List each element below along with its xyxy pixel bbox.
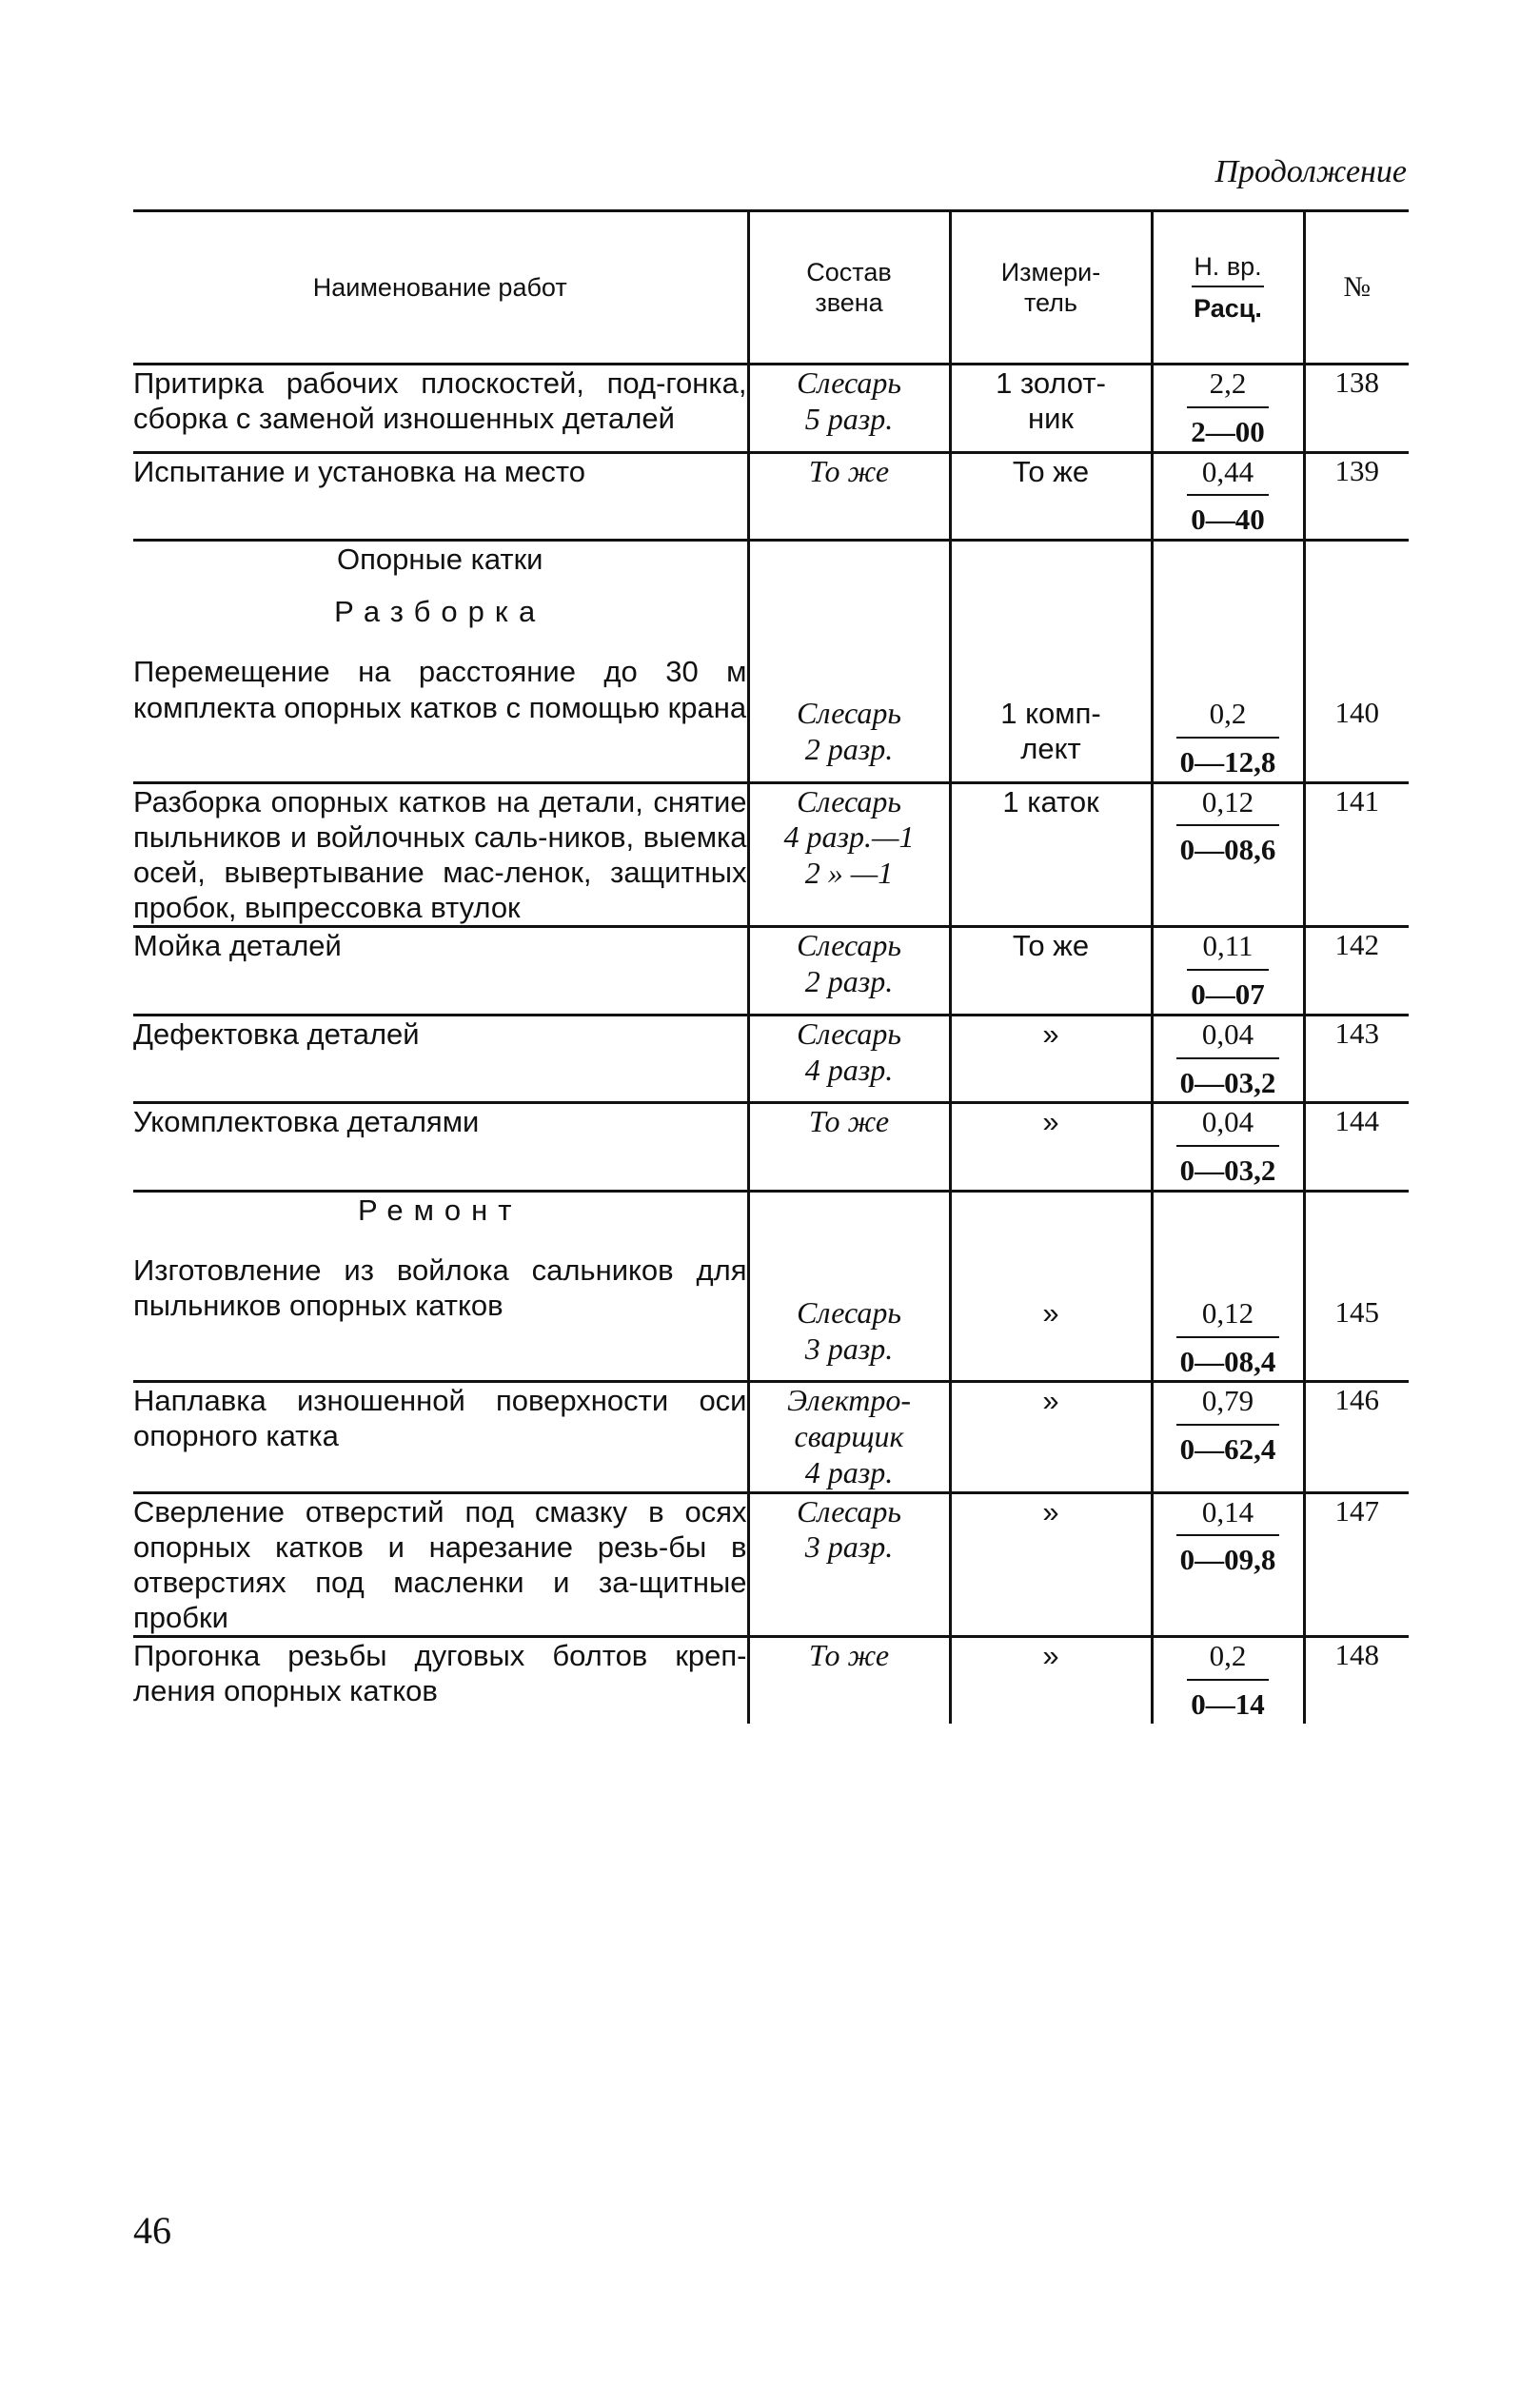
crew-cell [748,1637,950,1724]
crew-cell [748,1191,950,1382]
norm-fraction [1176,1383,1280,1469]
norm-cell [1152,365,1304,453]
header-norm [1152,211,1304,365]
unit-cell [950,1015,1152,1103]
crew-line: 2 разр. [804,731,894,766]
crew-line: Электро- [787,1383,911,1418]
work-name-cell [133,1103,748,1192]
work-name: Сверление отверстий под смазку в осях опорных катков и нарезание резь-бы в отверстиях под масленки и за-щитные пробки [133,1494,747,1635]
continuation-label: Продолжение [1214,154,1407,189]
row-number: 144 [1304,1103,1409,1192]
norm-cell [1152,1637,1304,1724]
table-row [133,365,1409,453]
norm-time: 2,2 [1187,365,1269,408]
work-name-cell [133,927,748,1016]
subsection-heading: Ремонт [358,1193,523,1227]
unit-cell [950,1492,1152,1637]
row-number: 142 [1304,927,1409,1016]
norm-fraction [1187,454,1269,540]
rate: 0—03,2 [1179,1154,1276,1187]
crew-cell [748,1492,950,1637]
unit-line: » [1042,1639,1059,1673]
rate: 0—62,4 [1179,1432,1276,1466]
norm-cell [1152,1382,1304,1492]
crew-line: Слесарь [797,696,901,730]
unit-line: 1 золот- [996,366,1106,400]
norm-cell [1152,541,1304,783]
work-name-cell [133,1191,748,1382]
table-row [133,1492,1409,1637]
crew-line: Слесарь [797,783,901,818]
crew-line: 3 разр. [804,1529,894,1565]
table-row [133,1637,1409,1724]
header-norm-fraction [1192,251,1263,325]
work-name: Испытание и установка на место [133,454,585,488]
unit-cell [950,782,1152,927]
crew-line: То же [808,453,890,488]
rate: 2—00 [1191,414,1265,448]
norm-cell [1152,452,1304,541]
crew-cell [748,1015,950,1103]
unit-cell [950,1637,1152,1724]
table-row [133,541,1409,783]
crew-line: 2 разр. [804,964,894,998]
crew-line: То же [808,1638,890,1673]
work-name-cell [133,782,748,927]
rate: 0—08,4 [1179,1344,1276,1378]
crew-line: Слесарь [797,928,901,963]
norm-cell [1152,1191,1304,1382]
unit-line: » [1042,1295,1059,1330]
table-body [133,365,1409,1724]
work-name-cell [133,1015,748,1103]
norm-time: 0,04 [1176,1016,1280,1059]
crew-line: 4 разр. [804,1454,894,1489]
rate: 0—03,2 [1179,1065,1276,1099]
unit-line: лект [1020,732,1081,766]
table-row [133,452,1409,541]
unit-cell [950,365,1152,453]
crew-line: сварщик [794,1419,904,1453]
crew-line: То же [808,1104,890,1139]
section-heading: Опорные катки [336,542,543,576]
table-row [133,1103,1409,1192]
crew-cell [748,452,950,541]
rate: 0—09,8 [1179,1543,1276,1577]
work-name: Прогонка резьбы дуговых болтов креп-ления опорных катков [133,1639,747,1708]
crew-cell [748,1382,950,1492]
row-number: 148 [1304,1637,1409,1724]
unit-line: 1 каток [1002,784,1099,818]
work-name: Разборка опорных катков на детали, снятие пыльников и войлочных саль-ников, выемка осей, вывертывание мас-ленок, защитных пробок, выпрессовка втулок [133,784,747,925]
header-work-name: Наименование работ [133,211,748,365]
norm-cell [1152,782,1304,927]
norm-time: 0,44 [1187,454,1269,497]
norm-time: 0,14 [1176,1494,1280,1537]
unit-line: ник [1028,402,1074,436]
norm-cell [1152,927,1304,1016]
subsection-heading: Разборка [334,595,546,629]
unit-line: То же [1012,454,1090,488]
norm-fraction [1187,1638,1269,1724]
unit-line: » [1042,1384,1059,1418]
norm-cell [1152,1103,1304,1192]
norm-fraction [1187,365,1269,451]
row-number: 147 [1304,1492,1409,1637]
header-norm-time: Н. вр. [1192,251,1263,287]
norm-cell [1152,1492,1304,1637]
unit-line: То же [1012,929,1090,963]
norm-fraction [1176,1295,1280,1381]
work-name: Мойка деталей [133,929,342,963]
norm-fraction [1176,1494,1280,1580]
row-number: 139 [1304,452,1409,541]
page-number: 46 [133,2209,171,2252]
norm-time: 0,12 [1176,784,1280,827]
crew-cell [748,1103,950,1192]
table-row [133,1191,1409,1382]
norm-time: 0,12 [1176,1295,1280,1338]
crew-line: Слесарь [797,365,901,400]
unit-cell [950,1103,1152,1192]
work-name-cell [133,1492,748,1637]
unit-cell [950,541,1152,783]
rate: 0—07 [1191,977,1265,1011]
rate: 0—40 [1191,503,1265,537]
work-name: Укомплектовка деталями [133,1105,480,1139]
norm-fraction [1187,928,1269,1014]
norm-fraction [1176,784,1280,870]
crew-line: 4 разр.—1 [783,819,915,855]
work-name: Перемещение на расстояние до 30 м комплекта опорных катков с помощью крана [133,655,747,724]
norm-time: 0,04 [1176,1104,1280,1147]
work-norms-table [133,209,1409,1724]
work-name: Притирка рабочих плоскостей, под-гонка, сборка с заменой изношенных деталей [133,366,747,436]
crew-line: 2 » —1 [804,856,894,890]
unit-line: » [1042,1105,1059,1139]
row-number: 143 [1304,1015,1409,1103]
norm-time: 0,2 [1187,1638,1269,1681]
unit-line: 1 комп- [1000,697,1101,730]
unit-line: » [1042,1016,1059,1051]
header-crew: Состав звена [748,211,950,365]
rate: 0—08,6 [1179,833,1276,867]
norm-time: 0,79 [1176,1383,1280,1426]
norm-fraction [1176,1104,1280,1190]
norm-cell [1152,1015,1304,1103]
work-name-cell [133,541,748,783]
rate: 0—14 [1191,1687,1265,1721]
unit-cell [950,452,1152,541]
crew-line: 5 разр. [804,401,894,436]
table-row [133,782,1409,927]
table-row [133,1015,1409,1103]
work-name: Дефектовка деталей [133,1016,420,1051]
row-number: 140 [1304,541,1409,783]
header-norm-rate: Расц. [1194,294,1262,323]
norm-fraction [1176,1016,1280,1102]
row-number: 138 [1304,365,1409,453]
row-number: 146 [1304,1382,1409,1492]
crew-line: Слесарь [797,1493,901,1528]
crew-cell [748,782,950,927]
unit-line: » [1042,1494,1059,1528]
table-header-row [133,211,1409,365]
work-name-cell [133,1637,748,1724]
unit-cell [950,1382,1152,1492]
work-name-cell [133,452,748,541]
work-name: Наплавка изношенной поверхности оси опорного катка [133,1384,747,1453]
rate: 0—12,8 [1179,744,1276,779]
crew-line: 3 разр. [804,1331,894,1366]
crew-line: Слесарь [797,1016,901,1051]
crew-line: Слесарь [797,1294,901,1330]
crew-cell [748,927,950,1016]
work-name: Изготовление из войлока сальников для пыльников опорных катков [133,1252,747,1323]
crew-cell [748,365,950,453]
norm-fraction [1176,696,1280,781]
header-number: № [1304,211,1409,365]
norm-time: 0,11 [1187,928,1269,971]
crew-line: 4 разр. [804,1052,894,1087]
unit-cell [950,927,1152,1016]
table-row [133,927,1409,1016]
row-number: 145 [1304,1191,1409,1382]
work-name-cell [133,1382,748,1492]
row-number: 141 [1304,782,1409,927]
header-unit: Измери-тель [950,211,1152,365]
crew-cell [748,541,950,783]
table-row [133,1382,1409,1492]
work-name-cell [133,365,748,453]
unit-cell [950,1191,1152,1382]
norm-time: 0,2 [1176,696,1280,739]
